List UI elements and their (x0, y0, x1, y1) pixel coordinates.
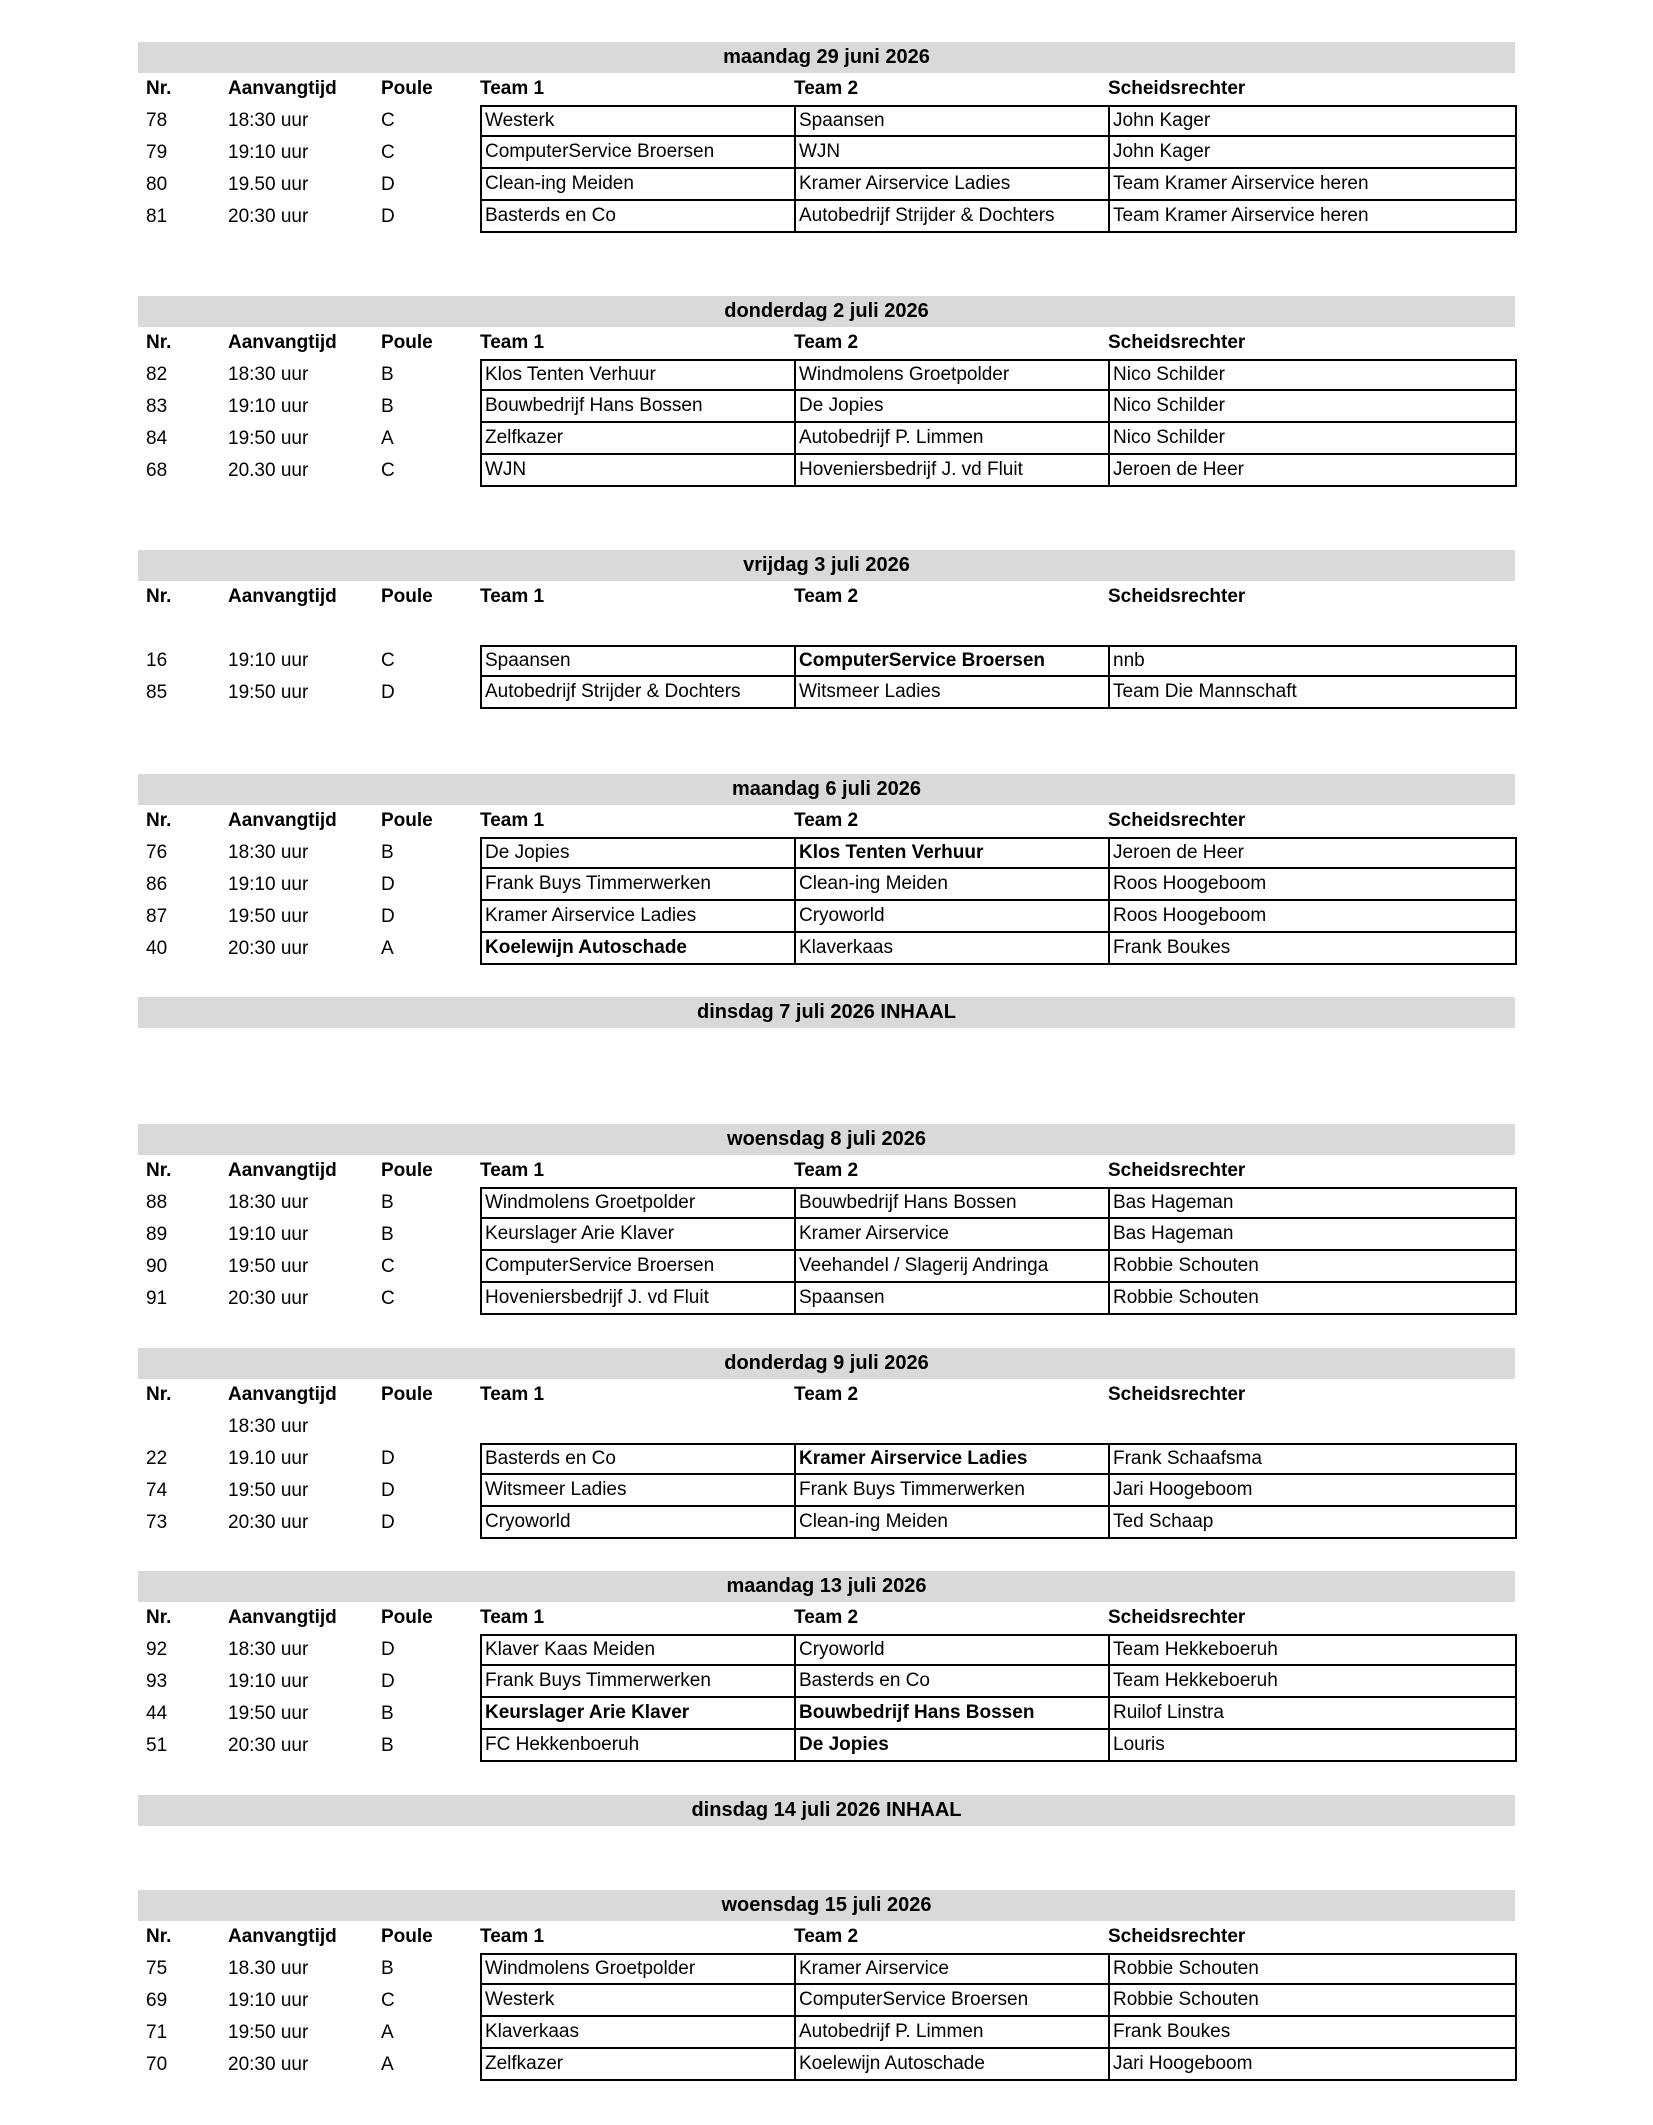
header-time: Aanvangtijd (228, 1160, 337, 1181)
cell-time: 19:10 uur (228, 1224, 309, 1245)
cell-poule: C (381, 1288, 395, 1309)
header-nr: Nr. (146, 810, 172, 831)
cell-team1: ComputerService Broersen (480, 1251, 796, 1283)
day-section (138, 1795, 1515, 1826)
header-referee: Scheidsrechter (1108, 332, 1246, 353)
cell-team1: Autobedrijf Strijder & Dochters (480, 677, 796, 709)
cell-nr: 51 (146, 1735, 168, 1756)
cell-time: 19.50 uur (228, 174, 309, 195)
cell-referee: Jari Hoogeboom (1108, 2049, 1517, 2081)
cell-nr: 84 (146, 428, 168, 449)
match-row (138, 2017, 1515, 2049)
cell-poule: D (381, 1512, 395, 1533)
cell-team2: Bouwbedrijf Hans Bossen (794, 1698, 1110, 1730)
header-referee: Scheidsrechter (1108, 810, 1246, 831)
match-row (138, 677, 1515, 709)
day-section (138, 1348, 1515, 1539)
cell-team2: Witsmeer Ladies (794, 677, 1110, 709)
cell-time: 20:30 uur (228, 206, 309, 227)
cell-nr: 85 (146, 682, 168, 703)
header-team1: Team 1 (480, 78, 545, 99)
cell-nr: 86 (146, 874, 168, 895)
match-row (138, 359, 1515, 391)
cell-poule: A (381, 428, 394, 449)
cell-team2: Frank Buys Timmerwerken (794, 1475, 1110, 1507)
blank-row (138, 613, 1515, 645)
cell-time: 18:30 uur (228, 1416, 309, 1437)
match-row (138, 1634, 1515, 1666)
header-time: Aanvangtijd (228, 1926, 337, 1947)
cell-time: 19:10 uur (228, 650, 309, 671)
cell-team2: Bouwbedrijf Hans Bossen (794, 1187, 1110, 1219)
cell-team1: Keurslager Arie Klaver (480, 1698, 796, 1730)
match-row (138, 1666, 1515, 1698)
cell-referee: Robbie Schouten (1108, 1251, 1517, 1283)
cell-poule: D (381, 1480, 395, 1501)
date-header: maandag 29 juni 2026 (138, 42, 1515, 73)
cell-poule: C (381, 110, 395, 131)
cell-nr: 70 (146, 2054, 168, 2075)
cell-nr: 90 (146, 1256, 168, 1277)
cell-referee: Jeroen de Heer (1108, 837, 1517, 869)
cell-team2: Cryoworld (794, 1634, 1110, 1666)
cell-team1: Windmolens Groetpolder (480, 1187, 796, 1219)
header-poule: Poule (381, 78, 433, 99)
header-team2: Team 2 (794, 1607, 859, 1628)
cell-team2: Koelewijn Autoschade (794, 2049, 1110, 2081)
header-nr: Nr. (146, 78, 172, 99)
cell-poule: D (381, 206, 395, 227)
cell-nr: 16 (146, 650, 168, 671)
cell-nr: 92 (146, 1639, 168, 1660)
column-headers (138, 1379, 1515, 1411)
cell-time: 19:10 uur (228, 142, 309, 163)
header-poule: Poule (381, 586, 433, 607)
cell-nr: 89 (146, 1224, 168, 1245)
cell-nr: 76 (146, 842, 168, 863)
match-row (138, 1698, 1515, 1730)
date-header: maandag 13 juli 2026 (138, 1571, 1515, 1602)
header-nr: Nr. (146, 332, 172, 353)
cell-referee: Frank Boukes (1108, 933, 1517, 965)
cell-time: 19:10 uur (228, 1671, 309, 1692)
cell-referee: Roos Hoogeboom (1108, 869, 1517, 901)
header-team1: Team 1 (480, 810, 545, 831)
cell-time: 19.10 uur (228, 1448, 309, 1469)
cell-referee: Frank Schaafsma (1108, 1443, 1517, 1475)
match-row (138, 1507, 1515, 1539)
cell-team1: Frank Buys Timmerwerken (480, 1666, 796, 1698)
cell-team2: ComputerService Broersen (794, 645, 1110, 677)
cell-nr: 75 (146, 1958, 168, 1979)
column-headers (138, 327, 1515, 359)
cell-team2: Hoveniersbedrijf J. vd Fluit (794, 455, 1110, 487)
cell-team2: Veehandel / Slagerij Andringa (794, 1251, 1110, 1283)
header-poule: Poule (381, 1160, 433, 1181)
header-referee: Scheidsrechter (1108, 1160, 1246, 1181)
cell-nr: 44 (146, 1703, 168, 1724)
match-row (138, 169, 1515, 201)
header-time: Aanvangtijd (228, 586, 337, 607)
header-poule: Poule (381, 1384, 433, 1405)
match-row (138, 391, 1515, 423)
cell-time: 20:30 uur (228, 1288, 309, 1309)
cell-nr: 40 (146, 938, 168, 959)
cell-poule: D (381, 682, 395, 703)
cell-nr: 68 (146, 460, 168, 481)
day-section (138, 997, 1515, 1028)
cell-team1: Koelewijn Autoschade (480, 933, 796, 965)
column-headers (138, 581, 1515, 613)
cell-referee: Bas Hageman (1108, 1187, 1517, 1219)
cell-time: 19:10 uur (228, 396, 309, 417)
day-section (138, 1890, 1515, 2081)
cell-poule: D (381, 906, 395, 927)
date-header: donderdag 9 juli 2026 (138, 1348, 1515, 1379)
date-header: woensdag 8 juli 2026 (138, 1124, 1515, 1155)
cell-poule: B (381, 1735, 394, 1756)
cell-time: 18:30 uur (228, 842, 309, 863)
cell-poule: D (381, 1639, 395, 1660)
cell-team1: Spaansen (480, 645, 796, 677)
cell-referee: Robbie Schouten (1108, 1985, 1517, 2017)
header-team2: Team 2 (794, 810, 859, 831)
cell-nr: 91 (146, 1288, 168, 1309)
cell-team1: Frank Buys Timmerwerken (480, 869, 796, 901)
match-row (138, 933, 1515, 965)
cell-time: 20:30 uur (228, 1735, 309, 1756)
match-row (138, 1443, 1515, 1475)
header-team2: Team 2 (794, 586, 859, 607)
cell-team2: Clean-ing Meiden (794, 1507, 1110, 1539)
match-row (138, 901, 1515, 933)
header-team2: Team 2 (794, 1160, 859, 1181)
cell-time: 18:30 uur (228, 110, 309, 131)
day-section (138, 1571, 1515, 1762)
header-nr: Nr. (146, 586, 172, 607)
cell-referee: Ruilof Linstra (1108, 1698, 1517, 1730)
cell-poule: B (381, 1224, 394, 1245)
match-row (138, 1251, 1515, 1283)
header-time: Aanvangtijd (228, 1384, 337, 1405)
cell-referee: Roos Hoogeboom (1108, 901, 1517, 933)
cell-team2: Kramer Airservice Ladies (794, 1443, 1110, 1475)
match-row (138, 869, 1515, 901)
cell-time: 18:30 uur (228, 1192, 309, 1213)
cell-nr: 78 (146, 110, 168, 131)
cell-referee: Team Hekkeboeruh (1108, 1666, 1517, 1698)
day-section (138, 550, 1515, 709)
cell-time: 19:10 uur (228, 874, 309, 895)
header-team1: Team 1 (480, 1607, 545, 1628)
cell-team1: De Jopies (480, 837, 796, 869)
cell-team2: Clean-ing Meiden (794, 869, 1110, 901)
cell-team1: Klaver Kaas Meiden (480, 1634, 796, 1666)
header-team1: Team 1 (480, 1926, 545, 1947)
match-row (138, 105, 1515, 137)
cell-referee: nnb (1108, 645, 1517, 677)
cell-team2: Klaverkaas (794, 933, 1110, 965)
column-headers (138, 1602, 1515, 1634)
match-row (138, 455, 1515, 487)
day-section (138, 42, 1515, 233)
cell-poule: A (381, 938, 394, 959)
cell-poule: A (381, 2054, 394, 2075)
cell-poule: C (381, 142, 395, 163)
cell-team1: Kramer Airservice Ladies (480, 901, 796, 933)
cell-team1: Basterds en Co (480, 201, 796, 233)
cell-poule: B (381, 396, 394, 417)
cell-team2: Kramer Airservice (794, 1219, 1110, 1251)
match-row (138, 1187, 1515, 1219)
cell-team2: Autobedrijf P. Limmen (794, 2017, 1110, 2049)
cell-time: 18:30 uur (228, 364, 309, 385)
cell-nr: 71 (146, 2022, 168, 2043)
cell-team2: De Jopies (794, 1730, 1110, 1762)
cell-referee: Team Hekkeboeruh (1108, 1634, 1517, 1666)
cell-team2: Kramer Airservice Ladies (794, 169, 1110, 201)
cell-team2: ComputerService Broersen (794, 1985, 1110, 2017)
cell-time: 19:50 uur (228, 428, 309, 449)
cell-team1: WJN (480, 455, 796, 487)
header-nr: Nr. (146, 1926, 172, 1947)
cell-nr: 22 (146, 1448, 168, 1469)
match-row (138, 1475, 1515, 1507)
match-row (138, 201, 1515, 233)
cell-time: 19:50 uur (228, 682, 309, 703)
cell-team1: Basterds en Co (480, 1443, 796, 1475)
cell-nr: 88 (146, 1192, 168, 1213)
day-section (138, 1124, 1515, 1315)
match-row (138, 423, 1515, 455)
header-poule: Poule (381, 810, 433, 831)
cell-referee: Robbie Schouten (1108, 1953, 1517, 1985)
cell-poule: B (381, 1703, 394, 1724)
match-row (138, 837, 1515, 869)
header-team1: Team 1 (480, 1384, 545, 1405)
cell-team2: Basterds en Co (794, 1666, 1110, 1698)
cell-referee: Robbie Schouten (1108, 1283, 1517, 1315)
cell-nr: 74 (146, 1480, 168, 1501)
cell-time: 19:50 uur (228, 2022, 309, 2043)
cell-referee: Team Kramer Airservice heren (1108, 169, 1517, 201)
header-time: Aanvangtijd (228, 1607, 337, 1628)
date-header: vrijdag 3 juli 2026 (138, 550, 1515, 581)
cell-team2: Autobedrijf P. Limmen (794, 423, 1110, 455)
cell-nr: 81 (146, 206, 168, 227)
cell-referee: Jeroen de Heer (1108, 455, 1517, 487)
cell-time: 18:30 uur (228, 1639, 309, 1660)
column-headers (138, 73, 1515, 105)
cell-team2: Spaansen (794, 1283, 1110, 1315)
match-row (138, 1953, 1515, 1985)
cell-time: 19:50 uur (228, 1256, 309, 1277)
date-header: donderdag 2 juli 2026 (138, 296, 1515, 327)
cell-time: 19:50 uur (228, 906, 309, 927)
cell-poule: B (381, 364, 394, 385)
cell-time: 20.30 uur (228, 460, 309, 481)
cell-time: 19:10 uur (228, 1990, 309, 2011)
cell-referee: Ted Schaap (1108, 1507, 1517, 1539)
cell-team1: Zelfkazer (480, 423, 796, 455)
date-header: woensdag 15 juli 2026 (138, 1890, 1515, 1921)
header-poule: Poule (381, 1926, 433, 1947)
header-team2: Team 2 (794, 1926, 859, 1947)
cell-nr: 73 (146, 1512, 168, 1533)
cell-team1: FC Hekkenboeruh (480, 1730, 796, 1762)
cell-poule: B (381, 1192, 394, 1213)
header-poule: Poule (381, 1607, 433, 1628)
cell-team2: Kramer Airservice (794, 1953, 1110, 1985)
header-time: Aanvangtijd (228, 810, 337, 831)
cell-referee: John Kager (1108, 137, 1517, 169)
cell-poule: B (381, 1958, 394, 1979)
cell-time: 18.30 uur (228, 1958, 309, 1979)
cell-time: 19:50 uur (228, 1480, 309, 1501)
cell-time: 20:30 uur (228, 2054, 309, 2075)
cell-team2: Klos Tenten Verhuur (794, 837, 1110, 869)
cell-poule: A (381, 2022, 394, 2043)
cell-team2: Cryoworld (794, 901, 1110, 933)
cell-referee: John Kager (1108, 105, 1517, 137)
header-team1: Team 1 (480, 332, 545, 353)
cell-referee: Nico Schilder (1108, 423, 1517, 455)
cell-time: 19:50 uur (228, 1703, 309, 1724)
date-header: maandag 6 juli 2026 (138, 774, 1515, 805)
header-team1: Team 1 (480, 586, 545, 607)
header-referee: Scheidsrechter (1108, 1384, 1246, 1405)
cell-poule: C (381, 650, 395, 671)
header-referee: Scheidsrechter (1108, 1607, 1246, 1628)
cell-time: 20:30 uur (228, 1512, 309, 1533)
cell-poule: D (381, 1671, 395, 1692)
cell-referee: Jari Hoogeboom (1108, 1475, 1517, 1507)
cell-team1: Cryoworld (480, 1507, 796, 1539)
header-time: Aanvangtijd (228, 332, 337, 353)
cell-poule: C (381, 460, 395, 481)
header-team2: Team 2 (794, 78, 859, 99)
cell-team1: Westerk (480, 1985, 796, 2017)
cell-team1: Westerk (480, 105, 796, 137)
cell-team2: Windmolens Groetpolder (794, 359, 1110, 391)
cell-referee: Frank Boukes (1108, 2017, 1517, 2049)
match-row (138, 137, 1515, 169)
match-row (138, 1219, 1515, 1251)
cell-team1: Klaverkaas (480, 2017, 796, 2049)
cell-referee: Nico Schilder (1108, 359, 1517, 391)
cell-time: 20:30 uur (228, 938, 309, 959)
cell-team1: Clean-ing Meiden (480, 169, 796, 201)
match-row (138, 1985, 1515, 2017)
column-headers (138, 1921, 1515, 1953)
cell-team1: Hoveniersbedrijf J. vd Fluit (480, 1283, 796, 1315)
cell-nr: 87 (146, 906, 168, 927)
header-poule: Poule (381, 332, 433, 353)
day-section (138, 296, 1515, 487)
cell-referee: Team Kramer Airservice heren (1108, 201, 1517, 233)
cell-poule: C (381, 1990, 395, 2011)
cell-nr: 69 (146, 1990, 168, 2011)
cell-referee: Nico Schilder (1108, 391, 1517, 423)
header-referee: Scheidsrechter (1108, 586, 1246, 607)
cell-team2: Spaansen (794, 105, 1110, 137)
cell-nr: 83 (146, 396, 168, 417)
header-team1: Team 1 (480, 1160, 545, 1181)
cell-team1: Zelfkazer (480, 2049, 796, 2081)
cell-referee: Team Die Mannschaft (1108, 677, 1517, 709)
cell-referee: Bas Hageman (1108, 1219, 1517, 1251)
column-headers (138, 1155, 1515, 1187)
cell-team1: Klos Tenten Verhuur (480, 359, 796, 391)
cell-nr: 93 (146, 1671, 168, 1692)
cell-team1: Bouwbedrijf Hans Bossen (480, 391, 796, 423)
header-team2: Team 2 (794, 1384, 859, 1405)
cell-poule: C (381, 1256, 395, 1277)
match-row (138, 1730, 1515, 1762)
match-row (138, 1283, 1515, 1315)
cell-team1: ComputerService Broersen (480, 137, 796, 169)
column-headers (138, 805, 1515, 837)
cell-team1: Keurslager Arie Klaver (480, 1219, 796, 1251)
header-nr: Nr. (146, 1160, 172, 1181)
cell-nr: 82 (146, 364, 168, 385)
cell-poule: D (381, 874, 395, 895)
cell-referee: Louris (1108, 1730, 1517, 1762)
cell-team1: Windmolens Groetpolder (480, 1953, 796, 1985)
header-nr: Nr. (146, 1384, 172, 1405)
header-time: Aanvangtijd (228, 78, 337, 99)
header-nr: Nr. (146, 1607, 172, 1628)
cell-poule: B (381, 842, 394, 863)
match-row (138, 2049, 1515, 2081)
header-team2: Team 2 (794, 332, 859, 353)
cell-poule: D (381, 1448, 395, 1469)
cell-nr: 79 (146, 142, 168, 163)
cell-team2: WJN (794, 137, 1110, 169)
match-row (138, 645, 1515, 677)
cell-team1: Witsmeer Ladies (480, 1475, 796, 1507)
date-header: dinsdag 14 juli 2026 INHAAL (138, 1795, 1515, 1826)
match-row (138, 1411, 1515, 1443)
day-section (138, 774, 1515, 965)
cell-poule: D (381, 174, 395, 195)
header-referee: Scheidsrechter (1108, 1926, 1246, 1947)
header-referee: Scheidsrechter (1108, 78, 1246, 99)
cell-team2: De Jopies (794, 391, 1110, 423)
cell-team2: Autobedrijf Strijder & Dochters (794, 201, 1110, 233)
date-header: dinsdag 7 juli 2026 INHAAL (138, 997, 1515, 1028)
cell-nr: 80 (146, 174, 168, 195)
